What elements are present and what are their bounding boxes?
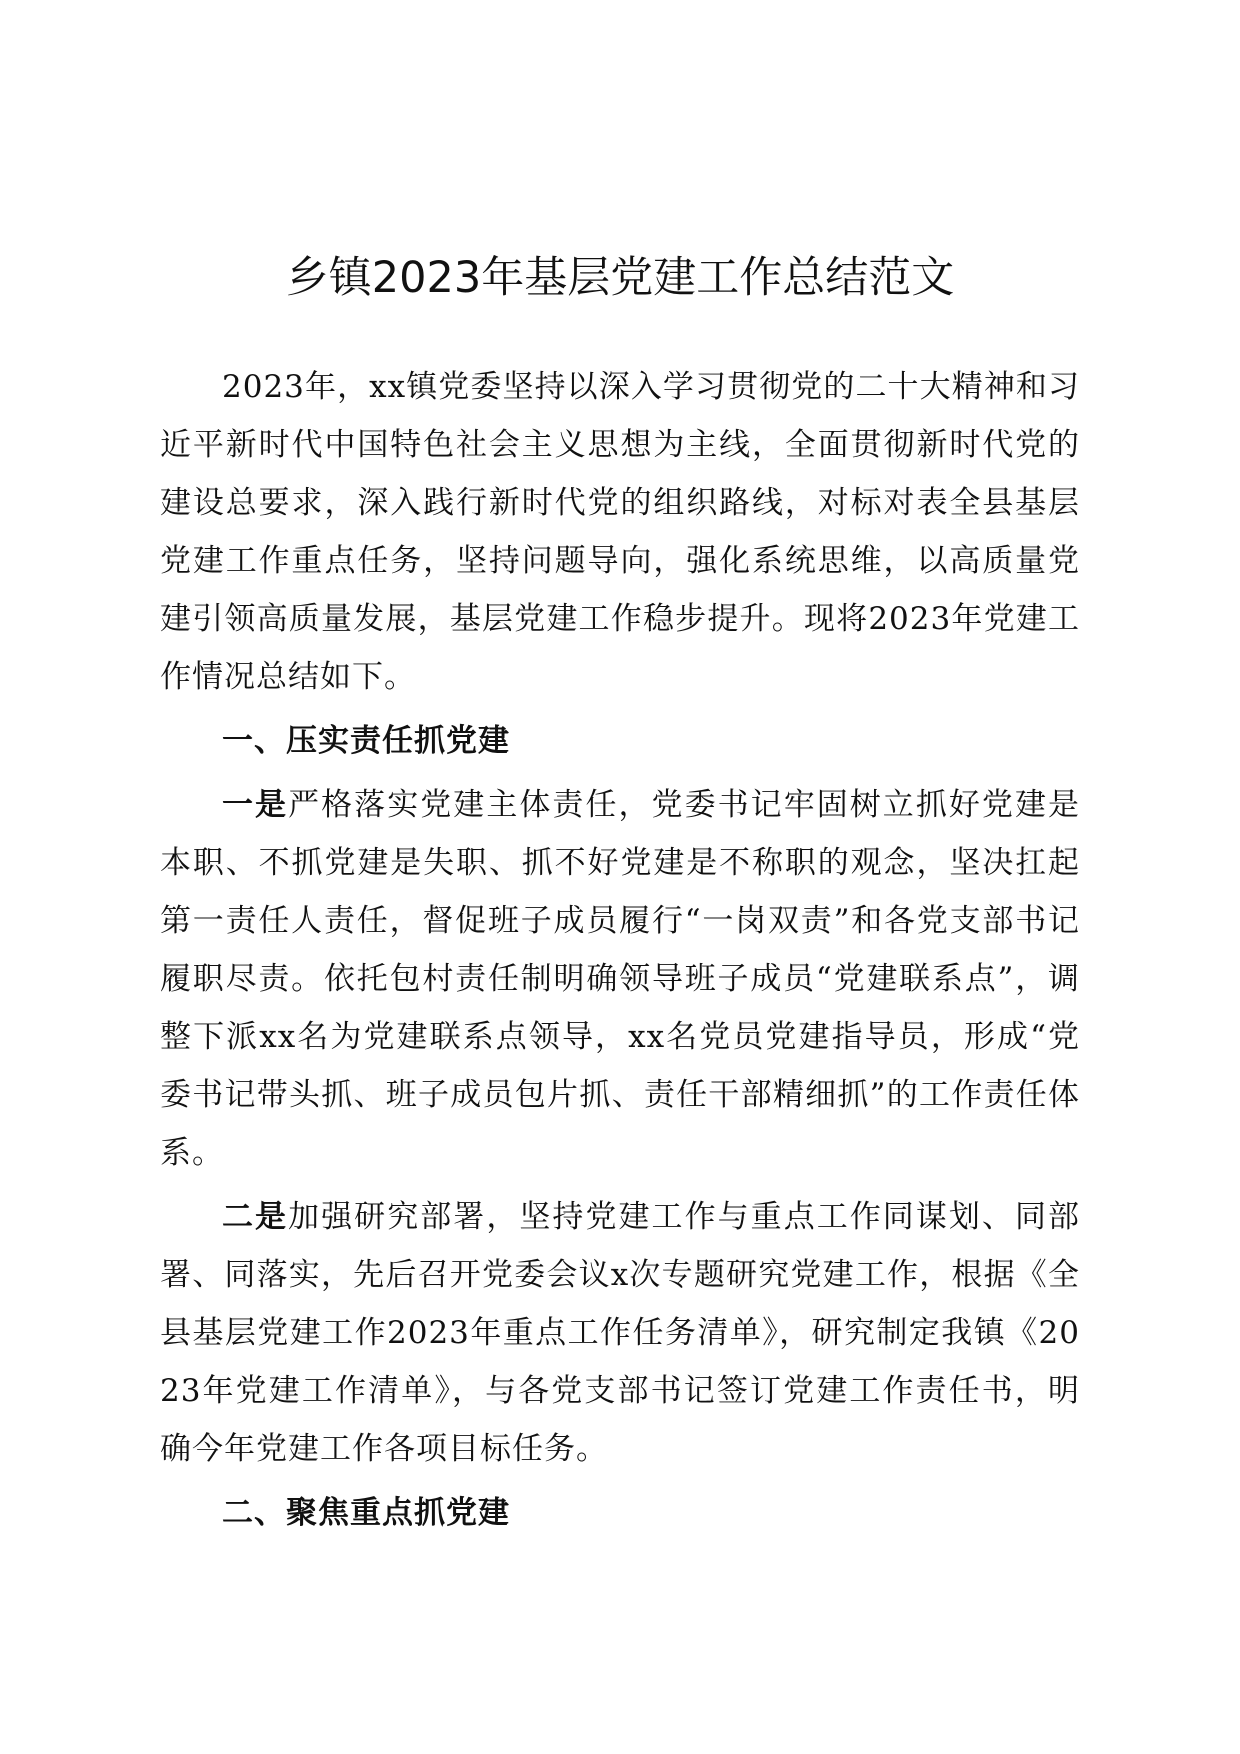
- document-body: [160, 358, 1080, 1548]
- paragraph-text: 加强研究部署，坚持党建工作与重点工作同谋划、同部署、同落实，先后召开党委会议x次专题研究党建工作，根据《全县基层党建工作2023年重点工作任务清单》，研究制定我镇《2023年党建工作清单》，与各党支部书记签订党建工作责任书，明确今年党建工作各项目标任务。: [160, 1199, 1081, 1467]
- section1-paragraph-1: [160, 776, 1080, 1182]
- section-heading-2: 二、聚焦重点抓党建: [222, 1495, 510, 1531]
- intro-paragraph: 2023年，xx镇党委坚持以深入学习贯彻党的二十大精神和习近平新时代中国特色社会主义思想为主线，全面贯彻新时代党的建设总要求，深入践行新时代党的组织路线，对标对表全县基层党建工作重点任务，坚持问题导向，强化系统思维，以高质量党建引领高质量发展，基层党建工作稳步提升。现将2023年党建工作情况总结如下。: [160, 369, 1080, 695]
- document-title: 乡镇2023年基层党建工作总结范文: [285, 253, 955, 303]
- paragraph-lead: 二是: [222, 1199, 289, 1235]
- paragraph-lead: 一是: [222, 787, 289, 823]
- section-heading-1: 一、压实责任抓党建: [222, 723, 510, 759]
- section1-paragraph-2: [160, 1188, 1080, 1478]
- paragraph-text: 严格落实党建主体责任，党委书记牢固树立抓好党建是本职、不抓党建是失职、抓不好党建是不称职的观念，坚决扛起第一责任人责任，督促班子成员履行“一岗双责”和各党支部书记履职尽责。依托包村责任制明确领导班子成员“党建联系点”，调整下派xx名为党建联系点领导，xx名党员党建指导员，形成“党委书记带头抓、班子成员包片抓、责任干部精细抓”的工作责任体系。: [160, 787, 1081, 1171]
